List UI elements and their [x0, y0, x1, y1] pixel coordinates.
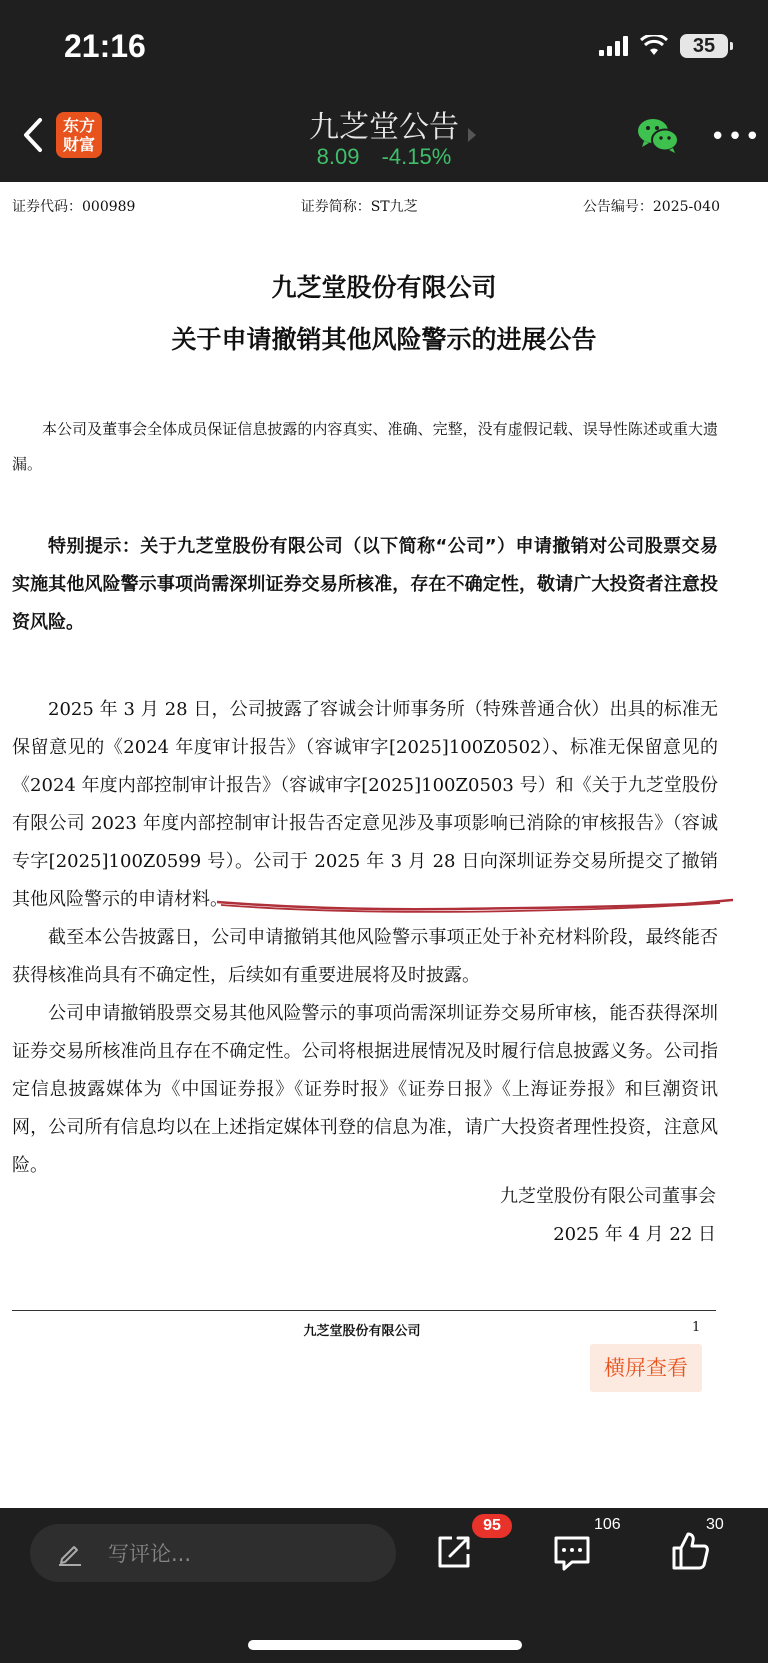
doc-header: [12, 196, 720, 216]
body-paragraph-3: 公司申请撤销股票交易其他风险警示的事项尚需深圳证券交易所审核，能否获得深圳证券交易所核准尚且存在不确定性。公司将根据进展情况及时履行信息披露义务。公司指定信息披露媒体为《中国证券报》《证券时报》《证券日报》《上海证券报》和巨潮资讯网，公司所有信息均以在上述指定媒体刊登的信息为准，请广大投资者理性投资，注意风险。: [12, 1003, 718, 1176]
signature-date: 2025 年 4 月 22 日: [553, 1224, 716, 1245]
like-icon[interactable]: [670, 1530, 710, 1572]
more-icon[interactable]: •••: [710, 122, 763, 152]
body-paragraph-2: 截至本公告披露日，公司申请撤销其他风险警示事项正处于补充材料阶段，最终能否获得核准尚具有不确定性，后续如有重要进展将及时披露。: [12, 927, 718, 986]
page-number: 1: [692, 1320, 701, 1335]
security-code: 证券代码：000989: [12, 199, 136, 215]
quote-arrow-icon[interactable]: [468, 128, 476, 142]
status-icons: [599, 34, 728, 58]
share-icon[interactable]: [434, 1532, 474, 1572]
special-notice: 特别提示：关于九芝堂股份有限公司（以下简称“公司”）申请撤销对公司股票交易实施其他风险警示事项尚需深圳证券交易所核准，存在不确定性，敬请广大投资者注意投资风险。: [12, 536, 718, 633]
status-bar: [0, 0, 768, 96]
battery-icon: 35: [680, 34, 728, 58]
announcement-document: [0, 182, 768, 1508]
notice-number: 公告编号：2025-040: [582, 199, 720, 215]
board-statement: 本公司及董事会全体成员保证信息披露的内容真实、准确、完整，没有虚假记载、误导性陈述或重大遗漏。: [12, 420, 718, 473]
home-indicator[interactable]: [248, 1640, 522, 1650]
doc-title-company: 九芝堂股份有限公司: [271, 273, 497, 302]
bottom-action-bar: [0, 1508, 768, 1663]
signature-board: 九芝堂股份有限公司董事会: [500, 1186, 716, 1207]
comment-count: 106: [594, 1516, 621, 1533]
footer-divider: [12, 1310, 716, 1311]
like-count: 30: [706, 1516, 724, 1533]
footer-company: 九芝堂股份有限公司: [303, 1324, 421, 1339]
body-paragraph-1: 2025 年 3 月 28 日，公司披露了容诚会计师事务所（特殊普通合伙）出具的标准无保留意见的《2024 年度审计报告》（容诚审字[2025]100Z0502）、标准无保留意见的《2024 年度内部控制审计报告》（容诚审字[2025]100Z0503 号）和《关于九芝堂股份有限公司 2023 年度内部控制审计报告否定意见涉及事项影响已消除的审核报告》（容诚专字[2025]100Z0599 号）。公司于 2025 年 3 月 28 日向深圳证券交易所提交了撤销其他风险警示的申请材料。: [12, 699, 718, 910]
landscape-view-button[interactable]: 横屏查看: [590, 1344, 702, 1392]
stock-change: -4.15%: [381, 144, 452, 169]
comment-icon[interactable]: [552, 1532, 592, 1572]
wechat-share-icon[interactable]: [636, 116, 680, 156]
cellular-signal-icon: [599, 36, 628, 56]
comment-input[interactable]: [30, 1524, 396, 1582]
pen-icon: [56, 1539, 84, 1567]
security-short-name: 证券简称：ST九芝: [300, 199, 418, 215]
share-badge: 95: [472, 1514, 512, 1538]
wifi-icon: [640, 35, 668, 57]
eastmoney-logo: 东方 财富: [56, 112, 102, 158]
nav-bar: [0, 96, 768, 182]
comment-placeholder: 写评论...: [108, 1542, 192, 1566]
stock-price: 8.09: [316, 144, 360, 169]
doc-title-subject: 关于申请撤销其他风险警示的进展公告: [171, 325, 597, 354]
status-time: 21:16: [64, 28, 146, 64]
page-title: 九芝堂公告: [309, 110, 459, 145]
handwritten-underline: [215, 894, 735, 924]
